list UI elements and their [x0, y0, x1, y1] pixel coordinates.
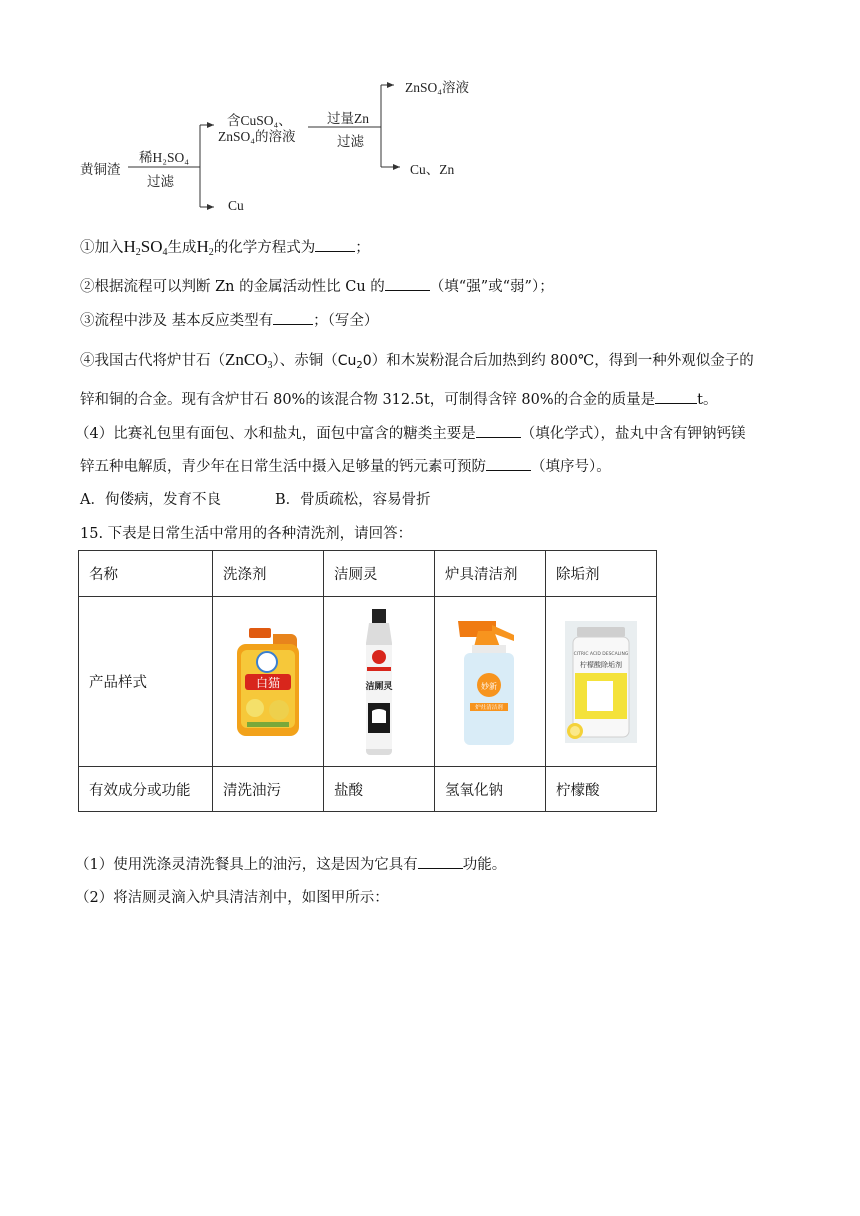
question-5-line1: （4）比赛礼包里有面包、水和盐丸，面包中富含的糖类主要是 （填化学式），盐丸中含有钾钠钙镁: [75, 423, 745, 444]
cu2o-formula: $Cu_20$: [337, 353, 372, 371]
descaler-image-cell: [546, 597, 657, 767]
table-row-header: [79, 551, 657, 597]
header-cell: 洗涤剂: [213, 551, 324, 597]
znco3-formula: ZnCO$_3$: [225, 350, 273, 371]
function-cell: 氢氧化钠: [435, 767, 546, 812]
answer-blank[interactable]: [315, 237, 355, 252]
option-b[interactable]: B．骨质疏松，容易骨折: [274, 492, 431, 508]
toilet-cleaner-bottle-image: [359, 607, 399, 757]
stove-cleaner-label: 炉灶清洁剂: [475, 704, 503, 711]
function-cell: 柠檬酸: [546, 767, 657, 812]
flow-step1-reagent: 稀H₂SO₄: [139, 150, 189, 165]
flow-step1-operation: 过滤: [147, 174, 174, 189]
flow-start-brass-residue: 黄铜渣: [80, 162, 121, 177]
flow-step2-reagent: 过量Zn: [327, 111, 369, 126]
answer-blank[interactable]: [486, 456, 531, 471]
flow-residue-cu: Cu: [228, 198, 244, 213]
header-cell: 洁厕灵: [324, 551, 435, 597]
flowchart-arrows: [0, 0, 860, 225]
function-cell: 清洗油污: [213, 767, 324, 812]
answer-blank[interactable]: [273, 310, 313, 325]
question-4-line2: 锌和铜的合金。现有含炉甘石 80%的该混合物 312.5t，可制得含锌 80%的合金的质量是 t。: [80, 389, 717, 410]
answer-blank[interactable]: [476, 423, 521, 438]
descaler-label: 柠檬酸除垢剂: [580, 660, 622, 669]
stove-cleaner-bottle-image: [452, 617, 528, 747]
detergent-bottle-image: [233, 626, 303, 738]
question-15-1: （1）使用洗涤灵清洗餐具上的油污，这是因为它具有 功能。: [75, 854, 506, 875]
question-3: ③流程中涉及 基本反应类型有 ；（写全）: [80, 310, 378, 331]
detergent-image-cell: [213, 597, 324, 767]
h2so4-formula: $H_2SO_4$: [123, 237, 168, 258]
header-cell: 除垢剂: [546, 551, 657, 597]
question-2: ②根据流程可以判断 Zn 的金属活动性比 Cu 的 （填“强”或“弱”）；: [80, 276, 554, 297]
answer-options: [80, 490, 431, 510]
answer-blank[interactable]: [655, 389, 697, 404]
stove-brand-label: 妙新: [481, 681, 497, 691]
descaler-english-label: CITRIC ACID DESCALING: [573, 651, 629, 657]
header-cell: 名称: [79, 551, 213, 597]
flow-filtrate-line1: 含CuSO₄、: [227, 113, 292, 128]
table-row-functions: [79, 767, 657, 812]
flow-filtrate-line2: ZnSO₄的溶液: [218, 129, 296, 144]
flow-product-solid: Cu、Zn: [410, 162, 455, 177]
question-5-line2: 锌五种电解质，青少年在日常生活中摄入足够量的钙元素可预防 （填序号）。: [80, 456, 611, 477]
detergent-label: 白猫: [255, 675, 281, 690]
table-row-images: [79, 597, 657, 767]
toilet-cleaner-label: 洁厕灵: [365, 681, 393, 692]
stove-cleaner-image-cell: [435, 597, 546, 767]
toilet-cleaner-image-cell: [324, 597, 435, 767]
question-15-title: 15. 下表是日常生活中常用的各种清洗剂，请回答：: [80, 526, 413, 542]
answer-blank[interactable]: [385, 276, 430, 291]
question-1: ①加入$H_2SO_4$生成$H_2$的化学方程式为 ；: [80, 237, 370, 258]
cleaners-table: [78, 550, 657, 812]
function-cell: 盐酸: [324, 767, 435, 812]
header-cell: 炉具清洁剂: [435, 551, 546, 597]
h2-formula: $H_2$: [196, 237, 214, 258]
flow-step2-operation: 过滤: [337, 134, 364, 149]
descaler-jar-image: [565, 621, 637, 743]
question-4-line1: ④我国古代将炉甘石（ZnCO$_3$）、赤铜$(Cu_20)$和木炭粉混合后加热到约 800℃，得到一种外观似金子的: [80, 350, 754, 371]
row-label: 有效成分或功能: [79, 767, 213, 812]
option-a[interactable]: A．佝偻病，发育不良: [80, 492, 221, 508]
row-label: 产品样式: [79, 597, 213, 767]
question-15-2: （2）将洁厕灵滴入炉具清洁剂中，如图甲所示：: [75, 890, 389, 906]
answer-blank[interactable]: [418, 854, 463, 869]
flow-product-solution: ZnSO₄溶液: [405, 80, 469, 95]
